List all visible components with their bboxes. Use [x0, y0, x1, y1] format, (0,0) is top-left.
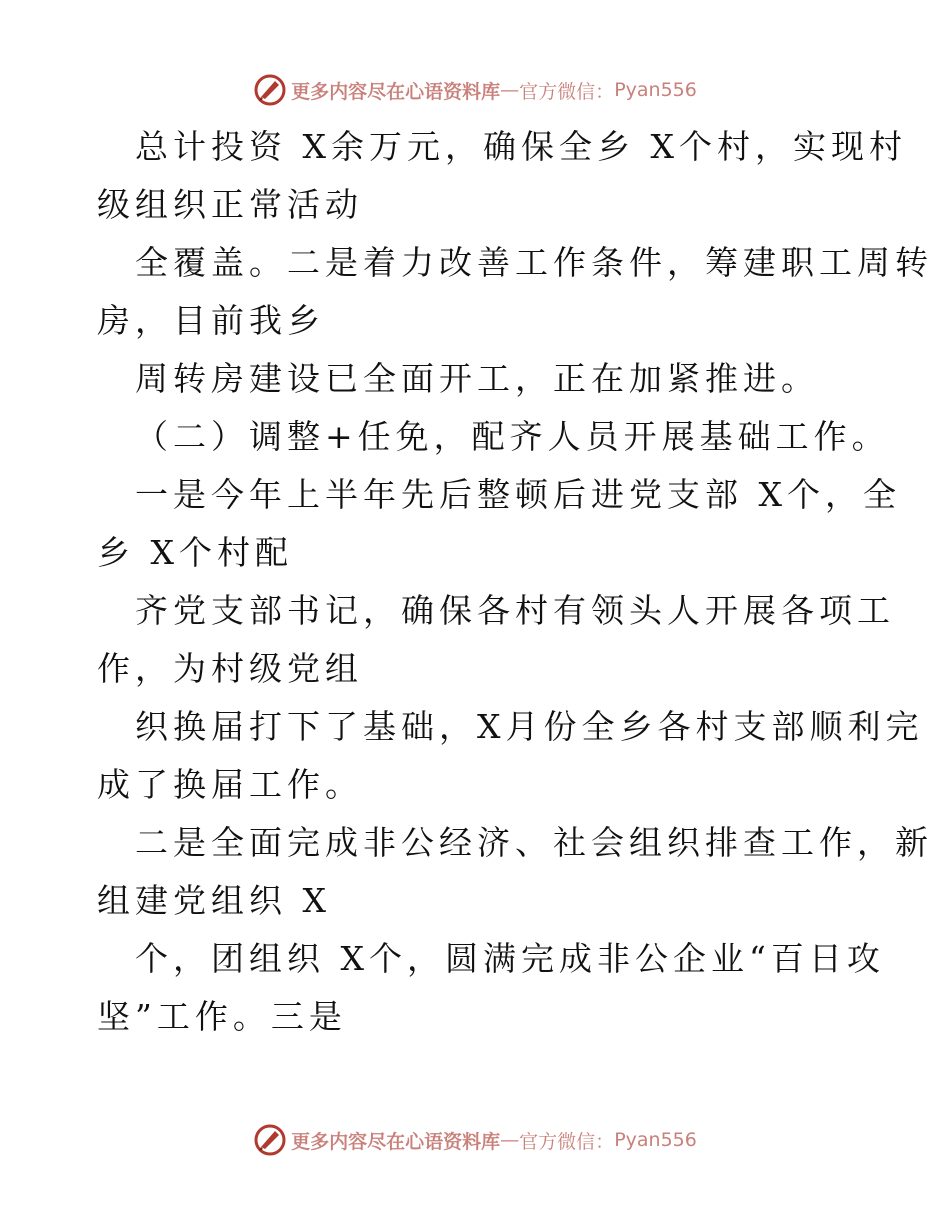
text-line: 周转房建设已全面开工，正在加紧推进。 — [135, 359, 819, 398]
text-line: 个，团组织 X个，圆满完成非公企业“百日攻 — [135, 939, 885, 978]
text-line: 房，目前我乡 — [97, 301, 325, 340]
text-line: 组建党组织 X — [97, 881, 331, 920]
banner-wechat-id: Pyan556 — [614, 79, 697, 101]
banner-dash: — — [500, 1129, 520, 1151]
banner-dash: — — [500, 79, 520, 101]
text-line: 一是今年上半年先后整顿后进党支部 X个，全 — [135, 475, 901, 514]
pen-logo-icon — [253, 1123, 287, 1157]
banner-main-text: 更多内容尽在心语资料库 — [291, 1130, 501, 1153]
footer-watermark — [0, 1120, 950, 1160]
text-line: 全覆盖。二是着力改善工作条件，筹建职工周转 — [135, 243, 933, 282]
banner-sub-text: 官方微信： — [519, 80, 615, 103]
text-line: 级组织正常活动 — [97, 185, 363, 224]
section-heading: （二）调整+任免，配齐人员开展基础工作。 — [135, 417, 890, 456]
text-line: 齐党支部书记，确保各村有领头人开展各项工 — [135, 591, 895, 630]
text-line: 成了换届工作。 — [97, 765, 363, 804]
banner-main-text: 更多内容尽在心语资料库 — [291, 80, 501, 103]
banner-wechat-id: Pyan556 — [614, 1129, 697, 1151]
text-line: 织换届打下了基础，X月份全乡各村支部顺利完 — [135, 707, 924, 746]
text-line: 坚”工作。三是 — [97, 997, 347, 1036]
text-line: 作，为村级党组 — [97, 649, 363, 688]
text-line: 乡 X个村配 — [97, 533, 293, 572]
text-line: 二是全面完成非公经济、社会组织排查工作，新 — [135, 823, 933, 862]
text-line: 总计投资 X余万元，确保全乡 X个村，实现村 — [135, 127, 907, 166]
banner-sub-text: 官方微信： — [519, 1130, 615, 1153]
